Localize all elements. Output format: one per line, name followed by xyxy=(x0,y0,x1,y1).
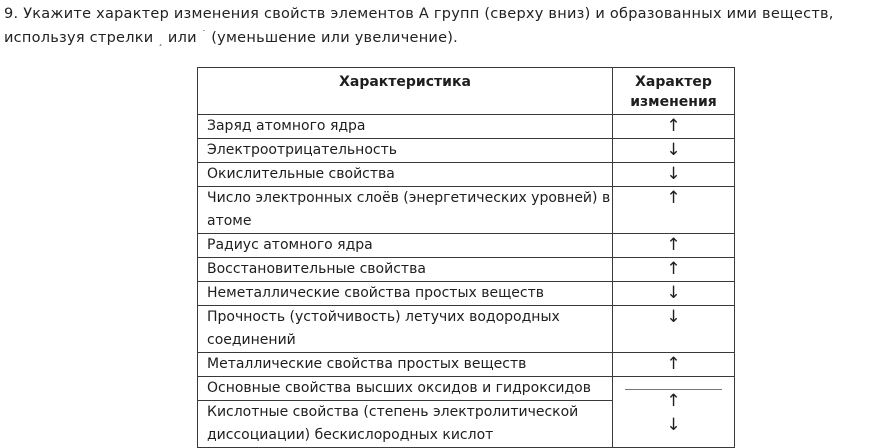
row-characteristic: Неметаллические свойства простых веществ xyxy=(198,282,613,306)
question-line-2-end: (уменьшение или увеличение). xyxy=(211,30,459,46)
arrow-down-icon: ¸ xyxy=(158,37,164,47)
row-characteristic: Заряд атомного ядра xyxy=(198,115,613,139)
arrow-up-icon: ↑ xyxy=(666,391,681,411)
table-row xyxy=(198,377,735,401)
header-change: Характер изменения xyxy=(613,68,735,115)
arrow-up-icon: ↑ xyxy=(613,353,735,377)
arrow-up-icon: ↑ xyxy=(613,115,735,139)
header-characteristic: Характеристика xyxy=(198,68,613,115)
arrow-down-icon: ↓ xyxy=(666,415,681,435)
arrow-up-icon: ˙ xyxy=(201,30,207,40)
arrow-down-icon: ↓ xyxy=(613,282,735,306)
row-characteristic: Радиус атомного ядра xyxy=(198,234,613,258)
table-row xyxy=(198,187,735,234)
row-characteristic: Металлические свойства простых веществ xyxy=(198,353,613,377)
row-characteristic: Число электронных слоёв (энергетических уровней) в атоме xyxy=(198,187,613,234)
merged-arrow-cell xyxy=(613,377,735,448)
table-row xyxy=(198,306,735,353)
question-line-2-start: используя стрелки xyxy=(4,30,154,46)
table-row xyxy=(198,258,735,282)
arrow-down-icon: ↓ xyxy=(613,139,735,163)
table-row xyxy=(198,163,735,187)
question-line-1: 9. Укажите характер изменения свойств элементов А групп (сверху вниз) и образованных ими веществ, xyxy=(4,6,834,22)
row-characteristic: Кислотные свойства (степень электролитической диссоциации) бескислородных кислот xyxy=(198,401,613,448)
table-row xyxy=(198,139,735,163)
question-text xyxy=(4,2,872,52)
question-line-2-mid: или xyxy=(167,30,197,46)
row-characteristic: Электроотрицательность xyxy=(198,139,613,163)
table-row xyxy=(198,353,735,377)
table-row xyxy=(198,282,735,306)
arrow-down-icon: ↓ xyxy=(613,163,735,187)
table-header-row xyxy=(198,68,735,115)
row-characteristic: Основные свойства высших оксидов и гидроксидов xyxy=(198,377,613,401)
table-row xyxy=(198,115,735,139)
arrow-down-icon: ↓ xyxy=(613,306,735,353)
arrow-up-icon: ↑ xyxy=(613,187,735,234)
merged-divider xyxy=(625,389,722,390)
table-row xyxy=(198,234,735,258)
row-characteristic: Окислительные свойства xyxy=(198,163,613,187)
row-characteristic: Прочность (устойчивость) летучих водородных соединений xyxy=(198,306,613,353)
row-characteristic: Восстановительные свойства xyxy=(198,258,613,282)
properties-table xyxy=(197,67,735,448)
question-line-2 xyxy=(4,26,872,52)
arrow-up-icon: ↑ xyxy=(613,258,735,282)
merged-arrow-box xyxy=(613,379,734,445)
arrow-up-icon: ↑ xyxy=(613,234,735,258)
